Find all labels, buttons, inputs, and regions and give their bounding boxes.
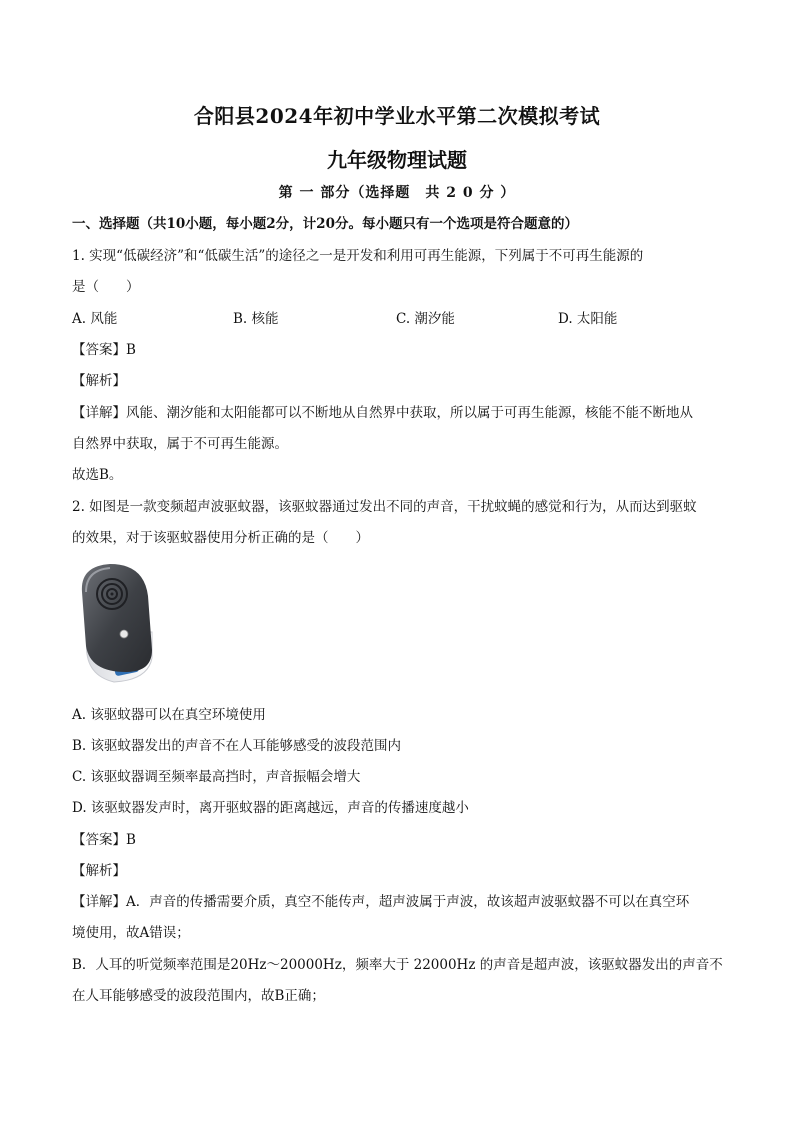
q2-detail-line4: 在人耳能够感受的波段范围内，故B正确； <box>72 988 325 1004</box>
q1-detail-line1: 【详解】风能、潮汐能和太阳能都可以不断地从自然界中获取，所以属于可再生能源，核能不能不断地从 <box>72 405 693 421</box>
q2-option-c: C. 该驱蚊器调至频率最高挡时，声音振幅会增大 <box>72 769 361 785</box>
q1-analysis: 【解析】 <box>72 373 126 389</box>
exam-subtitle: 九年级物理试题 <box>327 148 467 172</box>
q2-detail-line3: B．人耳的听觉频率范围是20Hz～20000Hz，频率大于 22000Hz 的声音是超声波，该驱蚊器发出的声音不 <box>72 957 723 973</box>
q2-option-b: B. 该驱蚊器发出的声音不在人耳能够感受的波段范围内 <box>72 738 402 754</box>
q1-option-a: A. 风能 <box>72 311 118 327</box>
q2-answer: 【答案】B <box>72 832 136 848</box>
q1-detail-line2: 自然界中获取，属于不可再生能源。 <box>72 436 288 452</box>
q1-option-d: D. 太阳能 <box>558 311 618 327</box>
q2-stem-line2: 的效果，对于该驱蚊器使用分析正确的是（ ） <box>72 530 369 546</box>
q2-analysis: 【解析】 <box>72 863 126 879</box>
q1-stem-line1: 1. 实现“低碳经济”和“低碳生活”的途径之一是开发和利用可再生能源，下列属于不可再生能源的 <box>72 248 644 264</box>
q1-stem-line2: 是（ ） <box>72 279 140 295</box>
q1-conclusion: 故选B。 <box>72 467 123 483</box>
mosquito-repeller-image <box>74 562 156 686</box>
q2-stem-line1: 2. 如图是一款变频超声波驱蚊器，该驱蚊器通过发出不同的声音，干扰蚊蝇的感觉和行为，从而达到驱蚊 <box>72 499 697 515</box>
q2-option-d: D. 该驱蚊器发声时，离开驱蚊器的距离越远，声音的传播速度越小 <box>72 800 469 816</box>
exam-title: 合阳县2024年初中学业水平第二次模拟考试 <box>193 104 601 128</box>
part-heading: 第 一 部分（选择题 共 2 0 分 ） <box>278 185 516 201</box>
section-heading: 一、选择题（共10小题，每小题2分，计20分。每小题只有一个选项是符合题意的） <box>72 216 578 232</box>
q2-detail-line1: 【详解】A．声音的传播需要介质，真空不能传声，超声波属于声波，故该超声波驱蚊器不可以在真空环 <box>72 894 690 910</box>
q1-option-c: C. 潮汐能 <box>396 311 455 327</box>
q2-option-a: A. 该驱蚊器可以在真空环境使用 <box>72 707 266 723</box>
q2-detail-line2: 境使用，故A错误； <box>72 925 190 941</box>
q1-answer: 【答案】B <box>72 342 136 358</box>
q1-option-b: B. 核能 <box>233 311 279 327</box>
